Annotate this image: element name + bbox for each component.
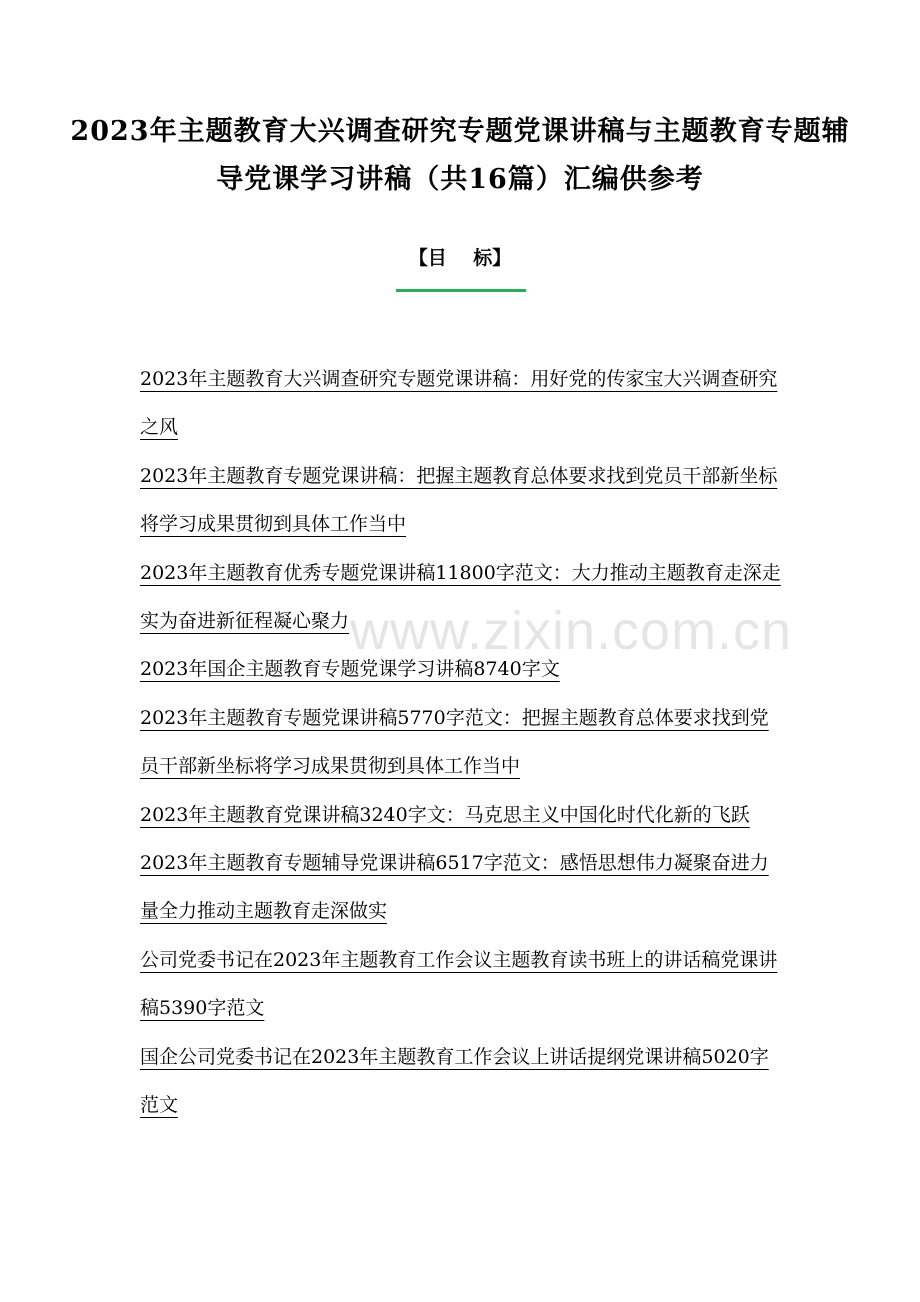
toc-link-6[interactable]: 2023年主题教育党课讲稿3240字文：马克思主义中国化时代化新的飞跃	[140, 803, 750, 826]
toc-link-7[interactable]: 2023年主题教育专题辅导党课讲稿6517字范文：感悟思想伟力凝聚奋进力量全力推动主题教育走深做实	[140, 852, 769, 923]
watermark: www.zixin.com.cn	[350, 601, 793, 661]
toc-link-2[interactable]: 2023年主题教育专题党课讲稿：把握主题教育总体要求找到党员干部新坐标将学习成果贯彻到具体工作当中	[140, 464, 778, 536]
document-title: 2023年主题教育大兴调查研究专题党课讲稿与主题教育专题辅导党课学习讲稿（共16篇）汇编供参考	[70, 116, 850, 195]
toc-list	[140, 355, 782, 1130]
toc-link-8[interactable]: 公司党委书记在2023年主题教育工作会议主题教育读书班上的讲话稿党课讲稿5390字范文	[140, 948, 778, 1020]
toc-link-5[interactable]: 2023年主题教育专题党课讲稿5770字范文：把握主题教育总体要求找到党员干部新坐标将学习成果贯彻到具体工作当中	[140, 706, 769, 778]
toc-link-1[interactable]: 2023年主题教育大兴调查研究专题党课讲稿：用好党的传家宝大兴调查研究之风	[140, 368, 778, 439]
toc-link-3[interactable]: 2023年主题教育优秀专题党课讲稿11800字范文：大力推动主题教育走深走实为奋进新征程凝心聚力	[140, 561, 781, 633]
toc-link-4[interactable]: 2023年国企主题教育专题党课学习讲稿8740字文	[140, 658, 560, 681]
toc-heading-underline	[396, 289, 526, 292]
toc-heading: 【目 标】	[408, 247, 512, 269]
toc-link-9[interactable]: 国企公司党委书记在2023年主题教育工作会议上讲话提纲党课讲稿5020字范文	[140, 1045, 769, 1117]
